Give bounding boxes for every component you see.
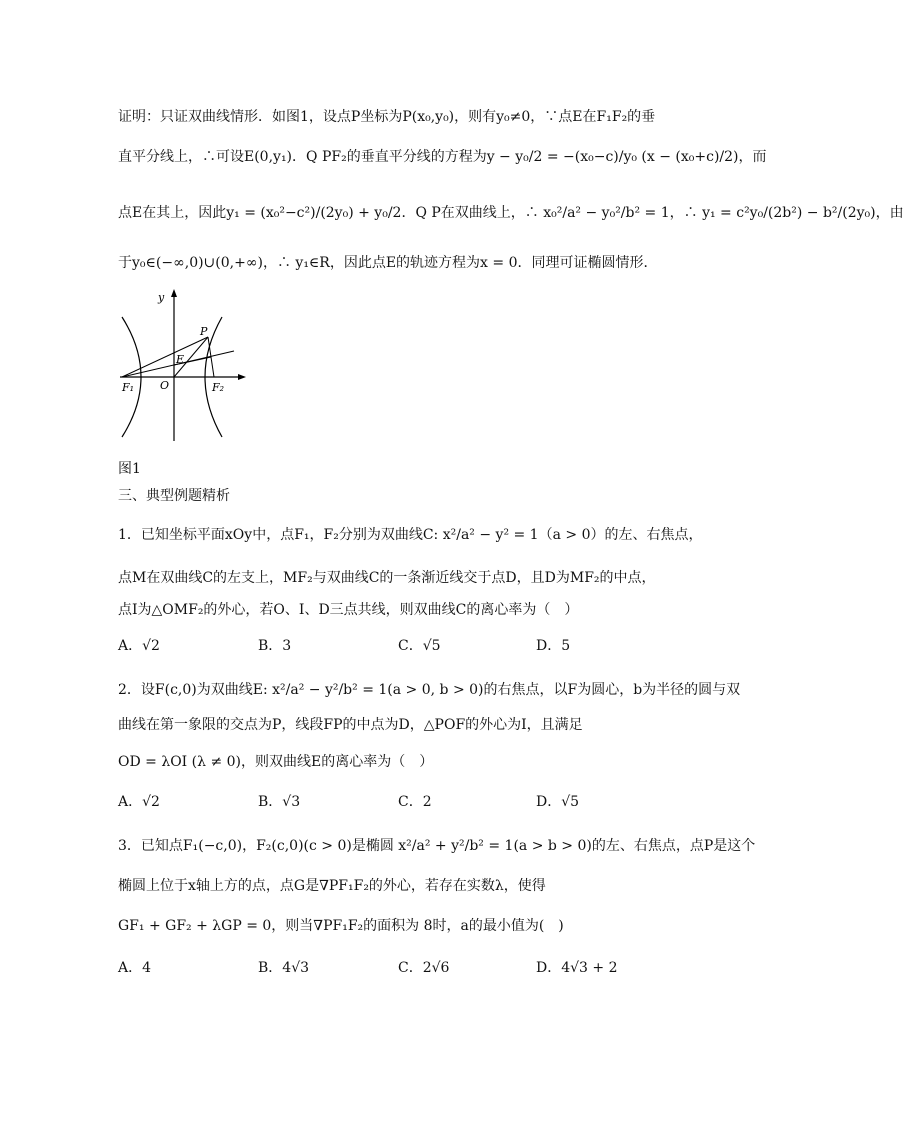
q2-line-1: 2．设F(c,0)为双曲线E: x²/a² − y²/b² = 1(a > 0, b > 0)的右焦点，以F为圆心，b为半径的圆与双 [118, 682, 741, 698]
proof-line-2: 直平分线上，∴可设E(0,y₁)．Q PF₂的垂直平分线的方程为y − y₀/2 = −(x₀−c)/y₀ (x − (x₀+c)/2)，而 [118, 149, 767, 165]
label-f1: F₁ [122, 381, 135, 394]
hyperbola-figure [112, 287, 252, 445]
q1-option-a[interactable]: A．√2 [118, 638, 160, 654]
q2-option-a[interactable]: A．√2 [118, 794, 160, 810]
q1-line-2: 点M在双曲线C的左支上，MF₂与双曲线C的一条渐近线交于点D，且D为MF₂的中点， [118, 570, 656, 586]
section-title: 三、典型例题精析 [118, 488, 230, 504]
proof-line-3: 点E在其上，因此y₁ = (x₀²−c²)/(2y₀) + y₀/2．Q P在双曲线上，∴ x₀²/a² − y₀²/b² = 1，∴ y₁ = c²y₀/(2b²) − b²/(2y₀)，由 [118, 205, 904, 221]
q2-line-2: 曲线在第一象限的交点为P，线段FP的中点为D，△POF的外心为I，且满足 [118, 717, 583, 733]
q3-option-a[interactable]: A．4 [118, 960, 152, 976]
q1-option-c[interactable]: C．√5 [398, 638, 441, 654]
figure-caption: 图1 [118, 461, 141, 477]
q2-option-c[interactable]: C．2 [398, 794, 432, 810]
q3-option-c[interactable]: C．2√6 [398, 960, 450, 976]
x-axis-arrow [238, 374, 246, 380]
proof-line-4: 于y₀∈(−∞,0)∪(0,+∞)，∴ y₁∈R，因此点E的轨迹方程为x = 0．同理可证椭圆情形． [118, 255, 658, 271]
q1-line-3: 点I为△OMF₂的外心，若O、I、D三点共线，则双曲线C的离心率为（ ） [118, 602, 579, 618]
label-o: O [160, 379, 170, 392]
q3-option-b[interactable]: B．4√3 [258, 960, 310, 976]
label-e: E [176, 353, 185, 366]
q1-line-1: 1．已知坐标平面xOy中，点F₁，F₂分别为双曲线C: x²/a² − y² = 1（a > 0）的左、右焦点， [118, 527, 703, 543]
label-y: y [158, 291, 165, 304]
label-p: P [200, 325, 208, 338]
q3-line-3: GF₁ + GF₂ + λGP = 0，则当∇PF₁F₂的面积为 8时，a的最小值为( ) [118, 918, 564, 934]
q3-line-2: 椭圆上位于x轴上方的点，点G是∇PF₁F₂的外心，若存在实数λ，使得 [118, 878, 546, 894]
label-f2: F₂ [212, 381, 225, 394]
q2-option-b[interactable]: B．√3 [258, 794, 301, 810]
proof-line-1: 证明：只证双曲线情形．如图1，设点P坐标为P(x₀,y₀)，则有y₀≠0，∵点E在F₁F₂的垂 [118, 109, 656, 125]
q2-line-3: OD = λOI (λ ≠ 0)，则双曲线E的离心率为（ ） [118, 754, 434, 770]
q3-line-1: 3．已知点F₁(−c,0)，F₂(c,0)(c > 0)是椭圆 x²/a² + y²/b² = 1(a > b > 0)的左、右焦点，点P是这个 [118, 838, 756, 854]
q2-option-d[interactable]: D．√5 [536, 794, 580, 810]
q1-option-d[interactable]: D．5 [536, 638, 571, 654]
q1-option-b[interactable]: B．3 [258, 638, 292, 654]
y-axis-arrow [171, 289, 177, 297]
q3-option-d[interactable]: D．4√3 + 2 [536, 960, 618, 976]
